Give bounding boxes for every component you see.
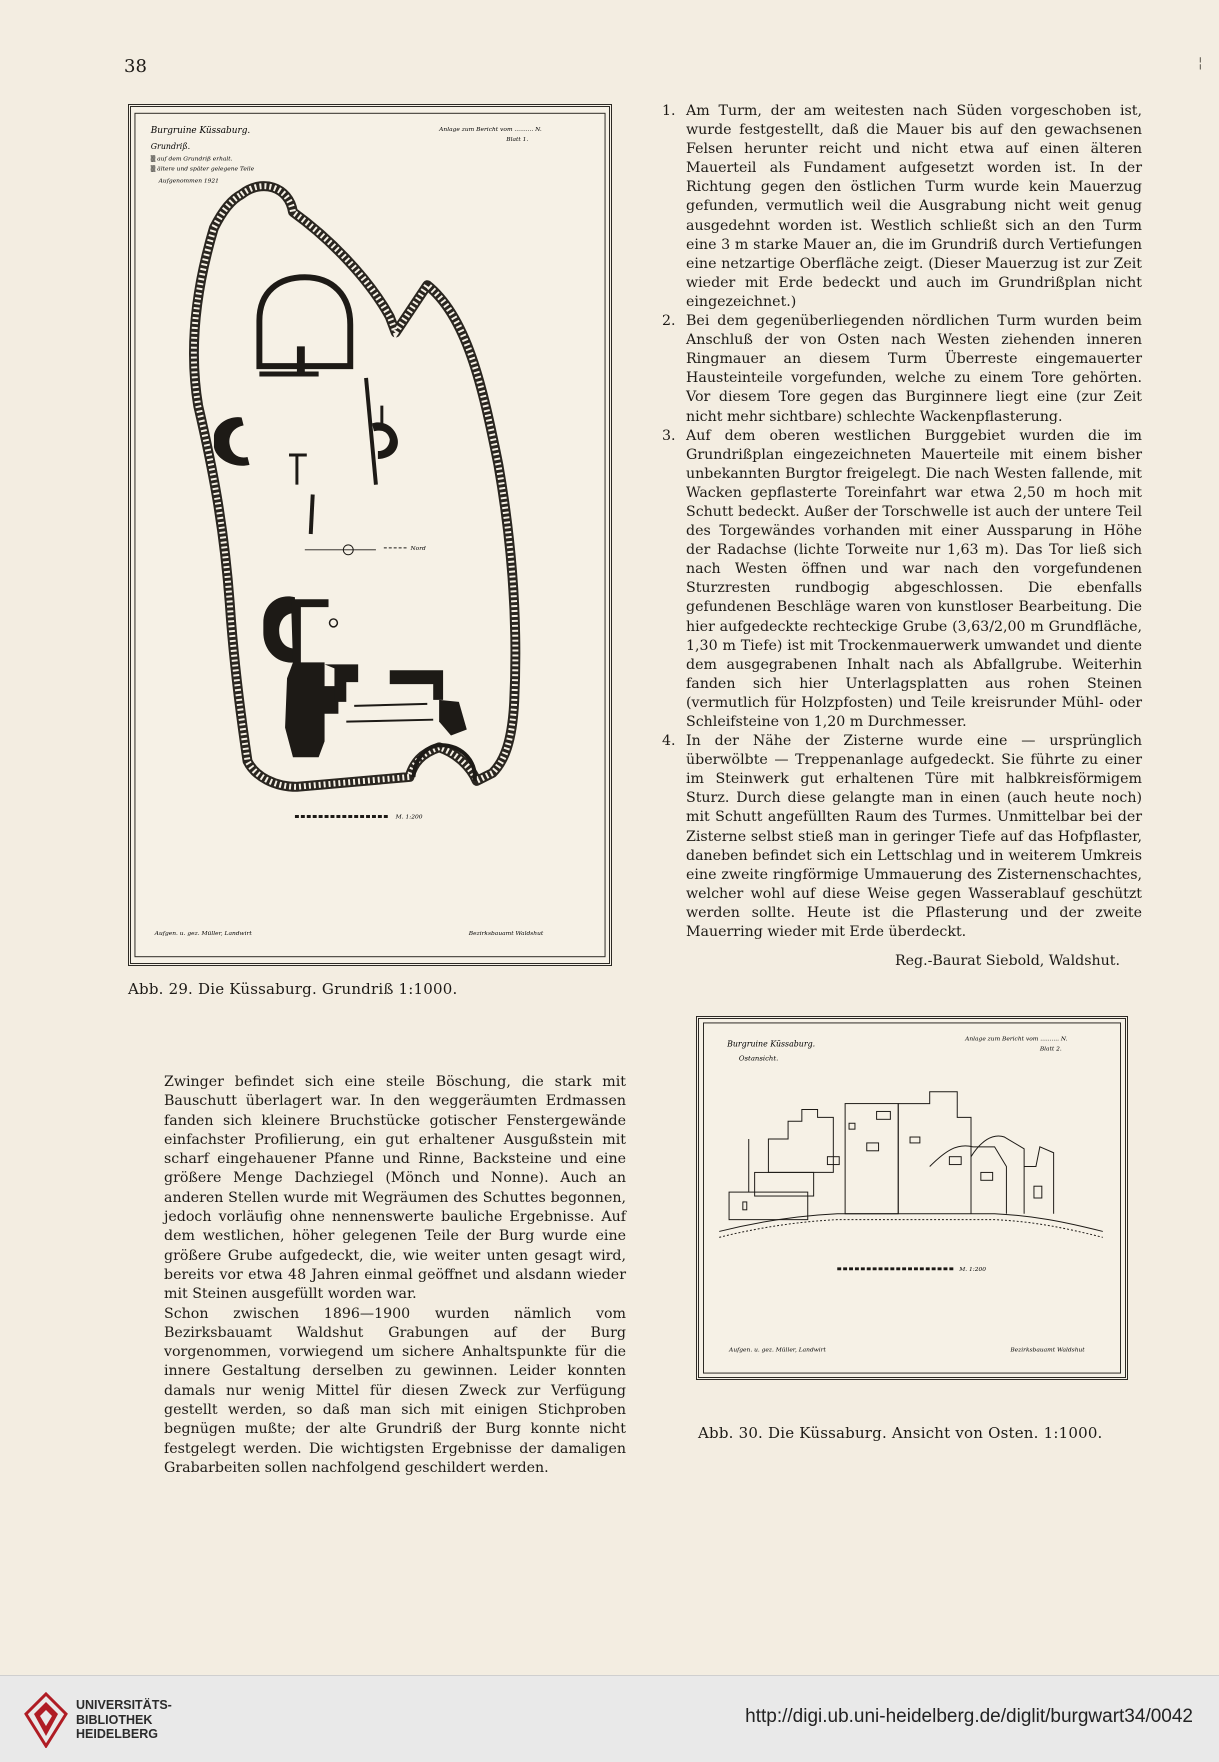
plan-attachment-note: Anlage zum Bericht vom .......... N. — [439, 127, 542, 134]
library-name-line: HEIDELBERG — [76, 1727, 158, 1741]
plan-sheet-title: Burgruine Küssaburg. — [150, 126, 251, 137]
finding-item — [662, 102, 1142, 312]
library-name-line: BIBLIOTHEK — [76, 1712, 153, 1727]
elevation-sheet-subtitle: Ostansicht. — [738, 1054, 779, 1063]
paragraph: Zwinger befindet sich eine steile Böschung, die stark mit Bauschutt überlagert war. In den weggeräumten Erdmassen fanden sich kleinere Bruchstücke gotischer Fenstergewände einfachster Profilierung, ein gut erhaltener Ausgußstein mit scharf eingehauener Pfanne und Rinne, Backsteine und eine größere Menge Dachziegel (Mönch und Nonne). Auch an anderen Stellen wurde mit Wegräumen des Schuttes begonnen, jedoch vorläufig ohne nennenswerte bauliche Ergebnisse. Auf dem westlichen, höher gelegenen Teile der Burg wurde eine größere Grube aufgedeckt, die, wie weiter unten gesagt wird, bereits vor etwa 48 Jahren einmal geöffnet und alsdann wieder mit Steinen ausgefüllt worden war. — [164, 1074, 626, 1303]
page-number: 38 — [124, 56, 147, 77]
east-elevation-drawing — [699, 1019, 1125, 1377]
finding-text: Am Turm, der am weitesten nach Süden vorgeschoben ist, wurde festgestellt, daß die Mauer bis auf den gewachsenen Felsen herunter reicht und nicht etwa auf einen älteren Mauerteil als Fundament aufgesetzt worden ist. In der Richtung gegen den östlichen Turm wurde kein Mauerzug gefunden, vermutlich weil die Ausgrabung nicht weit genug ausgedehnt worden ist. Westlich schließt sich an den Turm eine 3 m starke Mauer an, die im Grundriß durch Vertiefungen eine netzartige Oberfläche zeigt. (Dieser Mauerzug ist zur Zeit wieder mit Erde bedeckt und auch im Grundrißplan nicht eingezeichnet.) — [686, 103, 1142, 310]
finding-item — [662, 427, 1142, 733]
left-column-text — [164, 1073, 626, 1478]
elevation-office-note: Bezirksbauamt Waldshut — [1010, 1347, 1085, 1354]
west-small-tower — [214, 417, 250, 466]
round-tower — [263, 596, 295, 662]
outer-ring-wall — [194, 186, 516, 787]
finding-number: 3. — [662, 427, 676, 444]
library-name — [76, 1698, 172, 1742]
finding-number: 2. — [662, 313, 676, 330]
finding-text: In der Nähe der Zisterne wurde eine — ursprünglich überwölbte — Treppenanlage aufgedeckt. Sie führte zu einer im Steinwerk gut erhaltenen Türe mit halbkreisförmigem Sturz. Durch diese gelangte man in einen (auch heute noch) mit Schutt angefüllten Raum des Turmes. Unmittelbar bei der Zisterne selbst stieß man in geringer Tiefe auf das Hofpflaster, daneben befindet sich ein Lettschlag und in weiterem Umkreis eine zweite ringförmige Ummauerung des Zisternenschachtes, welcher wohl auf diese Weise gegen Wasserablauf geschützt werden sollte. Heute ist die Pflasterung und der zweite Mauerring wieder mit Erde überdeckt. — [686, 733, 1142, 941]
castle-elevation — [719, 1092, 1103, 1238]
permalink-url[interactable]: http://digi.ub.uni-heidelberg.de/diglit/burgwart34/0042 — [745, 1706, 1193, 1727]
elevation-sheet-title: Burgruine Küssaburg. — [727, 1039, 816, 1049]
elevation-scale-label: M. 1:200 — [959, 1266, 986, 1273]
elevation-sheet-number: Blatt 2. — [1039, 1046, 1062, 1053]
finding-text: Auf dem oberen westlichen Burggebiet wurden die im Grundrißplan eingezeichneten Mauerteile mit einem bisher unbekannten Burgtor freigelegt. Die nach Westen fallende, mit Wacken gepflasterte Toreinfahrt war etwa 2,50 m hoch mit Schutt bedeckt. Außer der Torschwelle ist auch der untere Teil des Torgewändes vorhanden mit einer Aussparung in Höhe der Radachse (lichte Torweite nur 1,63 m). Das Tor ließ sich nach Westen öffnen und war nach den vorgefundenen Sturzresten rundbogig abgeschlossen. Die ebenfalls gefundenen Beschläge waren von kunstloser Bearbeitung. Die hier aufgedeckte rechteckige Grube (3,63/2,00 m Grundfläche, 1,30 m Tiefe) ist mit Trockenmauerwerk umwandet und diente dem ausgegrabenen Inhalt nach als Abfallgrube. Weiterhin fanden sich hier Unterlagsplatten aus rohen Steinen (vermutlich für Holzpfosten) und Teile kreisrunder Mühl- oder Schleifsteine von 1,20 m Durchmesser. — [686, 427, 1142, 730]
north-label: Nord — [410, 545, 426, 552]
author-signature: Reg.-Baurat Siebold, Waldshut. — [894, 953, 1120, 970]
finding-item — [662, 312, 1142, 427]
elevation-attachment-note: Anlage zum Bericht vom .......... N. — [965, 1036, 1068, 1043]
finding-number: 4. — [662, 733, 676, 750]
elevation-drawer-note: Aufgen. u. gez. Müller, Landwirt — [729, 1347, 826, 1354]
plan-office-note: Bezirksbauamt Waldshut — [468, 930, 544, 937]
plan-sheet-subtitle: Grundriß. — [150, 141, 191, 151]
plan-sheet-number: Blatt 1. — [506, 136, 529, 143]
plan-legend-line-2: ▒ ältere und später gelegene Teile — [150, 166, 255, 173]
library-footer — [0, 1675, 1219, 1762]
plan-legend-line-3: Aufgenommen 1921 — [158, 178, 219, 185]
plan-legend-line-1: ▒ auf dem Grundriß erhalt. — [150, 156, 233, 163]
south-main-building — [285, 599, 338, 757]
right-column-text — [662, 102, 1142, 971]
east-small-tower — [372, 422, 398, 459]
figure-east-elevation — [696, 1016, 1128, 1380]
paragraph: Schon zwischen 1896—1900 wurden nämlich vom Bezirksbauamt Waldshut Grabungen auf der Burg vorgenommen, vorwiegend um sichere Anhaltspunkte für die innere Gestaltung derselben zu gewinnen. Leider konnten damals nur wenig Mittel für diesen Zweck zur Verfügung gestellt werden, so daß man sich mit einigen Stichproben begnügen mußte; der alte Grundriß der Burg konnte nicht festgelegt werden. Die wichtigsten Ergebnisse der damaligen Grabarbeiten sollen nachfolgend geschildert werden. — [164, 1305, 626, 1476]
figure-30-caption: Abb. 30. Die Küssaburg. Ansicht von Osten. 1:1000. — [698, 1424, 1103, 1442]
plan-drawer-note: Aufgen. u. gez. Müller, Landwirt — [154, 930, 252, 937]
figure-ground-plan — [128, 104, 612, 966]
figure-29-caption: Abb. 29. Die Küssaburg. Grundriß 1:1000. — [128, 980, 458, 998]
finding-text: Bei dem gegenüberliegenden nördlichen Turm wurden beim Anschluß der von Osten nach Westen ziehenden inneren Ringmauer an diesem Turm Überreste eingemauerter Hausteinteile vorgefunden, welche zu einem Tore gehörten. Vor diesem Tore gegen das Burginnere liegt eine (zur Zeit nicht mehr sichtbare) schlechte Wackenpflasterung. — [686, 313, 1142, 425]
finding-number: 1. — [662, 103, 676, 119]
plan-scale-label: M. 1:200 — [395, 814, 423, 821]
library-name-line: UNIVERSITÄTS- — [76, 1698, 172, 1712]
findings-list — [662, 102, 1142, 942]
library-logo-icon — [24, 1692, 68, 1748]
ground-plan-drawing — [131, 107, 609, 963]
finding-item — [662, 732, 1142, 942]
fold-mark: ¦ — [1198, 55, 1203, 71]
